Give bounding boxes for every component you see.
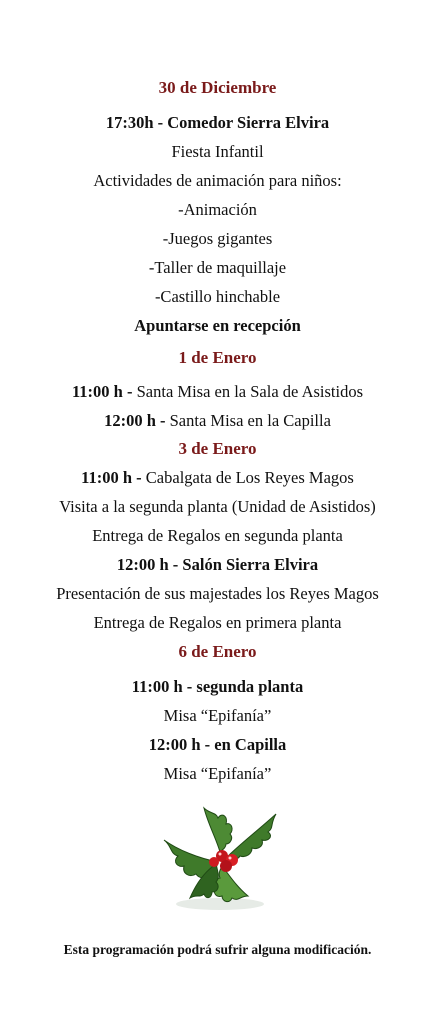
event-line: Misa “Epifanía” — [163, 764, 272, 783]
event-line: Presentación de sus majestades los Reyes Magos — [56, 584, 379, 603]
holly-berry-highlight — [219, 853, 222, 856]
holly-leaf — [214, 866, 248, 902]
activity-item: -Juegos gigantes — [162, 229, 273, 248]
schedule-text: Santa Misa en la Capilla — [165, 411, 331, 430]
event-title-capilla: 12:00 h - en Capilla — [148, 735, 287, 754]
event-title-segunda-planta: 11:00 h - segunda planta — [131, 677, 304, 696]
holly-berry-highlight — [229, 857, 232, 860]
holly-leaf — [226, 814, 276, 859]
schedule-item — [0, 411, 435, 431]
schedule-time: 11:00 h - — [81, 468, 142, 487]
holly-leaf — [204, 808, 232, 852]
disclaimer-note: Esta programación podrá sufrir alguna modificación. — [63, 942, 372, 957]
schedule-item — [0, 382, 435, 402]
schedule-text: Santa Misa en la Sala de Asistidos — [132, 382, 364, 401]
schedule-text: Cabalgata de Los Reyes Magos — [141, 468, 354, 487]
holly-shadow — [176, 898, 264, 910]
activity-item: -Castillo hinchable — [154, 287, 281, 306]
date-heading-dec-30: 30 de Diciembre — [158, 78, 277, 97]
event-title-comedor: 17:30h - Comedor Sierra Elvira — [105, 113, 330, 132]
schedule-time: 12:00 h - — [104, 411, 166, 430]
event-line: Misa “Epifanía” — [163, 706, 272, 725]
event-line: Fiesta Infantil — [171, 142, 264, 161]
event-line: Entrega de Regalos en segunda planta — [92, 526, 343, 545]
schedule-time: 11:00 h - — [71, 382, 133, 401]
date-heading-jan-3: 3 de Enero — [178, 439, 257, 458]
signup-note: Apuntarse en recepción — [134, 316, 301, 335]
holly-berry — [220, 860, 232, 872]
holly-berry — [209, 857, 219, 867]
date-heading-jan-1: 1 de Enero — [178, 348, 257, 367]
date-heading-jan-6: 6 de Enero — [178, 642, 257, 661]
event-line: Actividades de animación para niños: — [93, 171, 342, 190]
event-line: Visita a la segunda planta (Unidad de Asistidos) — [59, 497, 376, 516]
activity-item: -Animación — [178, 200, 257, 219]
event-title-salon: 12:00 h - Salón Sierra Elvira — [116, 555, 319, 574]
activity-item: -Taller de maquillaje — [148, 258, 287, 277]
schedule-item — [0, 468, 435, 488]
holly-icon — [160, 800, 280, 912]
event-line: Entrega de Regalos en primera planta — [93, 613, 342, 632]
